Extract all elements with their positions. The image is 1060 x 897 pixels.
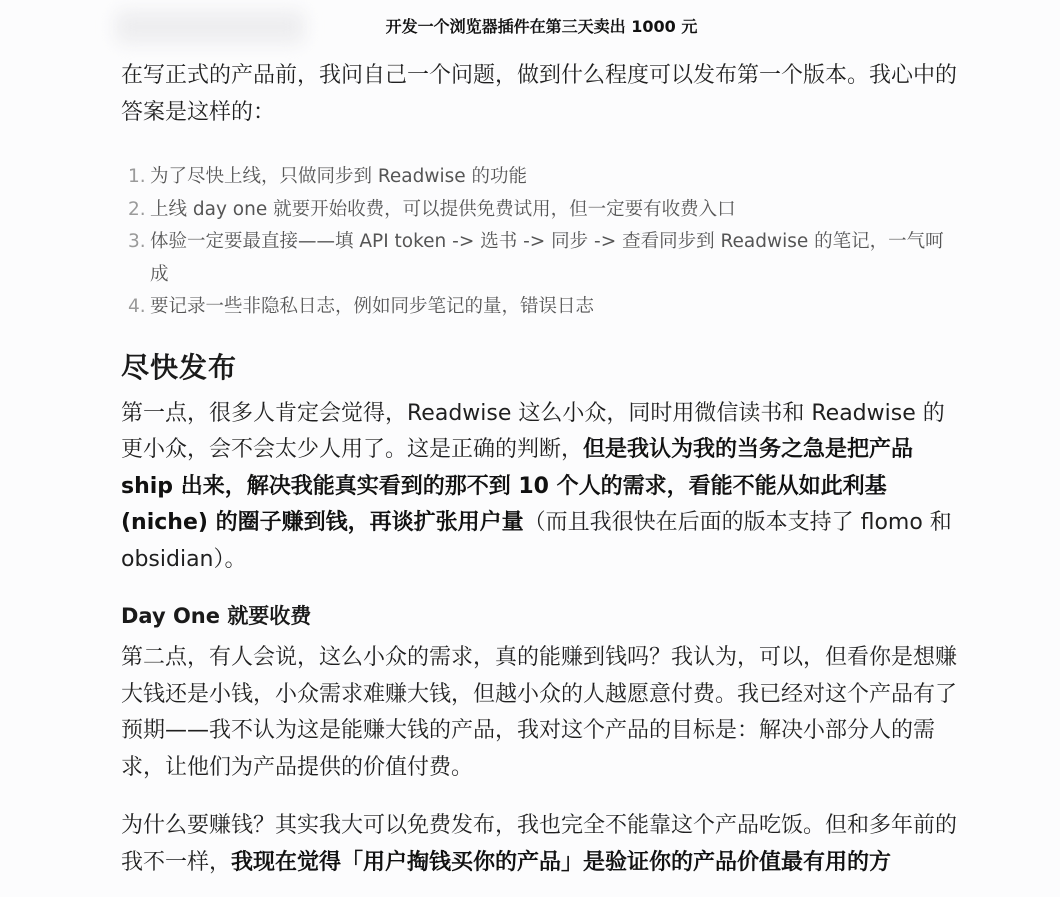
list-number: 2. — [128, 198, 146, 220]
intro-paragraph: 在写正式的产品前，我问自己一个问题，做到什么程度可以发布第一个版本。我心中的答案是这样的： — [121, 63, 958, 125]
list-item-text: 体验一定要最直接——填 API token -> 选书 -> 同步 -> 查看同步到 Readwise 的笔记，一气呵成 — [150, 231, 944, 285]
list-number: 1. — [128, 166, 146, 187]
section1-text-after: （而且我很快在后面的版本支持了 flomo 和 obsidian）。 — [121, 510, 952, 572]
top-bar — [0, 0, 1060, 52]
section2-paragraph-1: 第二点，有人会说，这么小众的需求，真的能赚到钱吗？我认为，可以，但看你是想赚大钱还是小钱，小众需求难赚大钱，但越小众的人越愿意付费。我已经对这个产品有了预期——我不认为这是能赚大钱的产品，我对这个产品的目标是：解决小部分人的需求，让他们为产品提供的价值付费。 — [121, 645, 958, 780]
list-number: 4. — [128, 296, 146, 317]
list-item — [121, 291, 966, 324]
list-item-text: 上线 day one 就要开始收费，可以提供免费试用，但一定要有收费入口 — [150, 198, 736, 220]
list-item — [121, 194, 966, 227]
list-item-text: 为了尽快上线，只做同步到 Readwise 的功能 — [150, 166, 528, 187]
document-title: 开发一个浏览器插件在第三天卖出 1000 元 — [385, 17, 698, 36]
list-number: 3. — [128, 231, 146, 252]
numbered-list — [121, 161, 966, 324]
list-item — [121, 226, 950, 291]
section1-text: 第一点，很多人肯定会觉得，Readwise 这么小众，同时用微信读书和 Readwise 的更小众，会不会太少人用了。这是正确的判断， — [121, 400, 945, 462]
section1-bold-text: 但是我认为我的当务之急是把产品 ship 出来，解决我能真实看到的那不到 10 个人的需求，看能不能从如此利基 (niche) 的圈子赚到钱，再谈扩张用户量 — [121, 437, 914, 535]
section2-paragraph-2 — [121, 808, 966, 881]
section1-paragraph — [121, 396, 966, 579]
article-content — [121, 58, 966, 881]
section2-text: 为什么要赚钱？其实我大可以免费发布，我也完全不能靠这个产品吃饭。但和多年前的我不一样， — [121, 813, 958, 875]
list-item-text: 要记录一些非隐私日志，例如同步笔记的量，错误日志 — [150, 296, 595, 317]
subsection-heading: Day One 就要收费 — [121, 604, 312, 628]
list-item — [121, 161, 966, 194]
section2-bold-text: 我现在觉得「用户掏钱买你的产品」是验证你的产品价值最有用的方 — [231, 849, 892, 875]
section-heading: 尽快发布 — [121, 350, 238, 384]
